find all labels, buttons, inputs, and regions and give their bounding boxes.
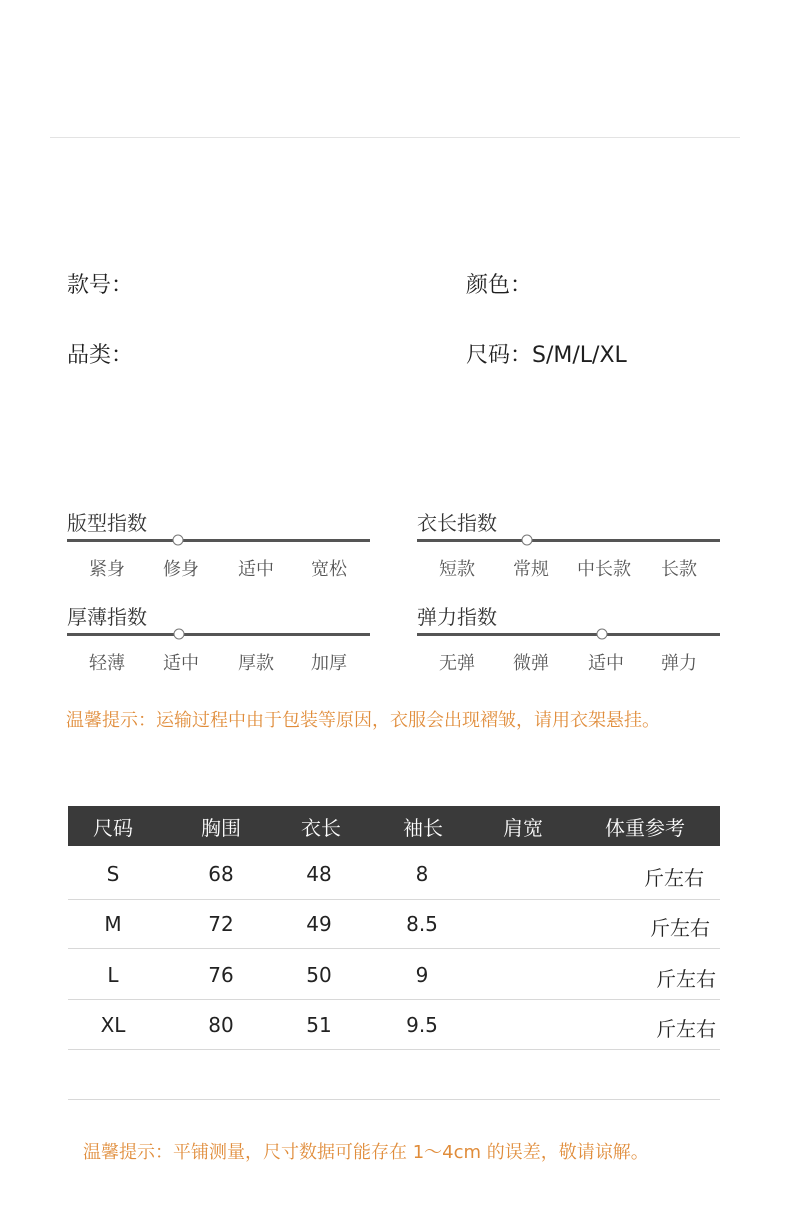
table-cell: 斤左右 [650,916,710,940]
table-row-divider [68,999,720,1000]
table-cell: L [107,963,119,987]
table-cell: XL [100,1013,126,1037]
color-label: 颜色： [466,273,533,298]
length-option: 长款 [661,559,697,580]
table-header-cell: 肩宽 [503,816,543,840]
measurement-tip: 温馨提示：平铺测量，尺寸数据可能存在 1～4cm 的误差，敬请谅解。 [83,1142,649,1163]
table-header-cell: 体重参考 [605,816,685,840]
elasticity-option: 适中 [588,653,624,674]
table-bottom-rule [68,1099,720,1100]
fit-option: 紧身 [89,559,125,580]
elasticity-index-knob [597,629,608,640]
fit-option: 宽松 [311,559,347,580]
thickness-index-track [67,633,370,636]
table-row-divider [68,1049,720,1050]
thickness-option: 适中 [163,653,199,674]
table-cell: 72 [208,912,234,936]
table-cell: 9.5 [406,1013,438,1037]
elasticity-index-track [417,633,720,636]
table-row-divider [68,899,720,900]
style-number-label: 款号： [67,273,134,298]
table-cell: 斤左右 [644,866,704,890]
elasticity-index-title: 弹力指数 [417,605,497,629]
size-label: 尺码： [466,343,533,368]
top-divider [50,137,740,138]
table-cell: 斤左右 [656,1017,716,1041]
table-cell: 斤左右 [656,967,716,991]
elasticity-option: 弹力 [661,653,697,674]
thickness-index-knob [174,629,185,640]
thickness-option: 加厚 [311,653,347,674]
length-index-track [417,539,720,542]
fit-option: 修身 [163,559,199,580]
length-option: 短款 [439,559,475,580]
size-info [466,338,627,369]
length-option: 常规 [513,559,549,580]
table-cell: 50 [306,963,332,987]
fit-option: 适中 [238,559,274,580]
table-cell: 80 [208,1013,234,1037]
elasticity-option: 无弹 [439,653,475,674]
table-header-cell: 袖长 [403,816,443,840]
length-index-title: 衣长指数 [417,511,497,535]
elasticity-option: 微弹 [513,653,549,674]
table-header-cell: 尺码 [93,816,133,840]
thickness-option: 厚款 [238,653,274,674]
fit-index-title: 版型指数 [67,511,147,535]
table-cell: 49 [306,912,332,936]
table-cell: 9 [415,963,429,987]
size-value: S/M/L/XL [532,343,627,368]
table-cell: M [104,912,122,936]
table-cell: 68 [208,862,234,886]
fit-index-track [67,539,370,542]
shipping-tip: 温馨提示：运输过程中由于包装等原因，衣服会出现褶皱，请用衣架悬挂。 [66,710,660,731]
table-cell: 8 [415,862,429,886]
thickness-option: 轻薄 [89,653,125,674]
length-index-knob [522,535,533,546]
table-cell: 48 [306,862,332,886]
table-cell: 76 [208,963,234,987]
table-row-divider [68,948,720,949]
length-option: 中长款 [577,559,631,580]
category-label: 品类： [67,343,134,368]
table-header-cell: 衣长 [301,816,341,840]
table-header-cell: 胸围 [201,816,241,840]
table-cell: 51 [306,1013,332,1037]
table-cell: 8.5 [406,912,438,936]
fit-index-knob [173,535,184,546]
thickness-index-title: 厚薄指数 [67,605,147,629]
table-cell: S [106,862,120,886]
